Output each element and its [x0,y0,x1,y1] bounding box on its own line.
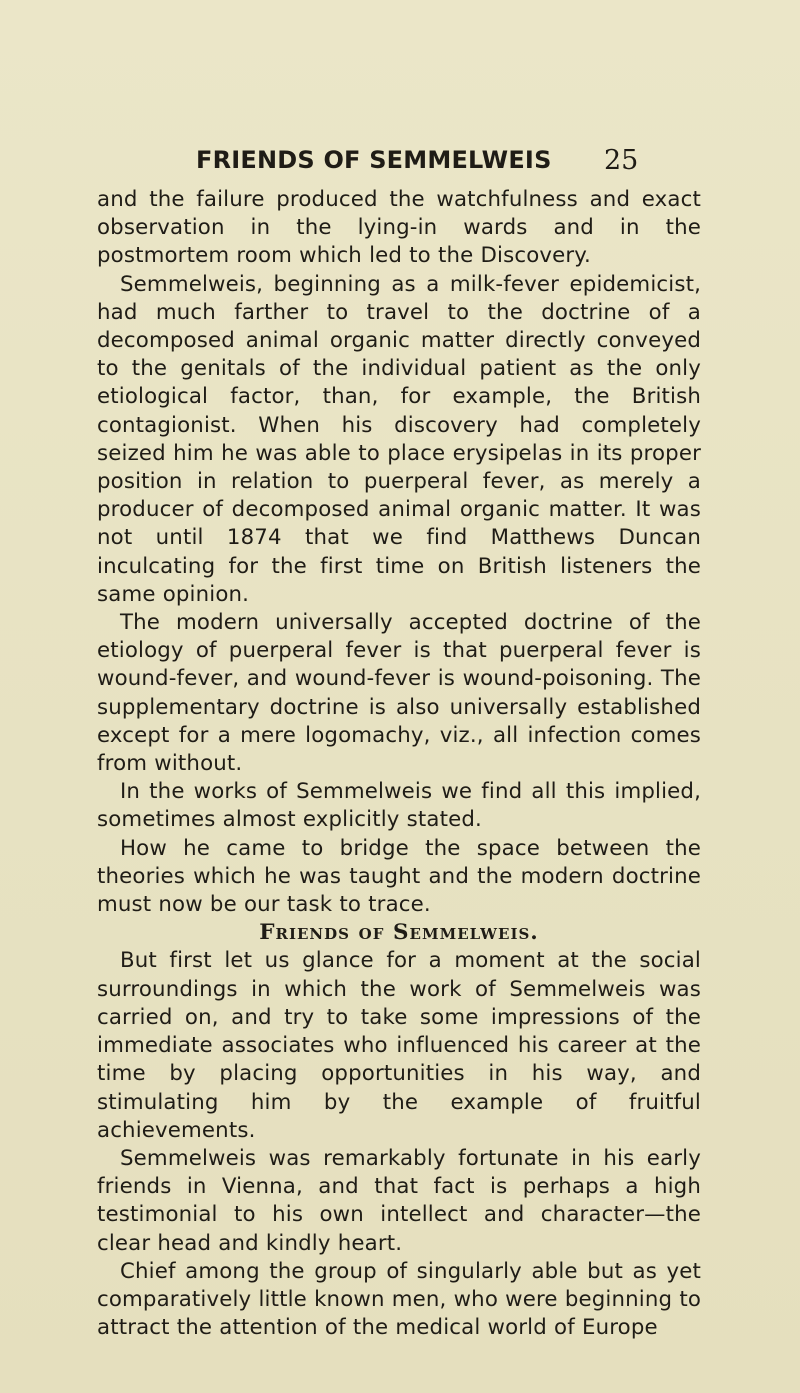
paragraph-7: Semmelweis was remarkably fortunate in his early friends in Vienna, and that fact is perhaps a high testimonial to his own intellect and character—the clear head and kindly heart. [97,1145,701,1256]
page-number: 25 [604,145,639,176]
paragraph-6: But first let us glance for a moment at the social surroundings in which the work of Semmelweis was carried on, and try to take some impressions of the immediate associates who influenced his career at the time by placing opportunities in his way, and stimulating him by the example of fruitful achievements. [97,948,701,1143]
paragraph-2: Semmelweis, beginning as a milk-fever epidemicist, had much farther to travel to the doctrine of a decomposed animal organic matter directly conveyed to the genitals of the individual patient as the only etiological factor, than, for example, the British contagionist. When his discovery had completely seized him he was able to place erysipelas in its proper position in relation to puerperal fever, as merely a producer of decomposed animal organic matter. It was not until 1874 that we find Matthews Duncan inculcating for the first time on British listeners the same opinion. [97,271,701,607]
paragraph-5: How he came to bridge the space between the theories which he was taught and the modern doctrine must now be our task to trace. [97,835,701,918]
section-heading: Friends of Semmelweis. [259,920,539,946]
paragraph-4: In the works of Semmelweis we find all this implied, sometimes almost explicitly stated. [97,779,701,833]
body-text [97,186,701,1342]
paragraph-8: Chief among the group of singularly able but as yet comparatively little known men, who were beginning to attract the attention of the medical world of Europe [97,1258,701,1341]
running-head: FRIENDS OF SEMMELWEIS [196,146,552,174]
paragraph-1: and the failure produced the watchfulness and exact observation in the lying-in wards and in the postmortem room which led to the Discovery. [97,187,701,269]
paragraph-3: The modern universally accepted doctrine of the etiology of puerperal fever is that puerperal fever is wound-fever, and wound-fever is wound-poisoning. The supplementary doctrine is also universally established except for a mere logomachy, viz., all infection comes from without. [97,610,701,777]
